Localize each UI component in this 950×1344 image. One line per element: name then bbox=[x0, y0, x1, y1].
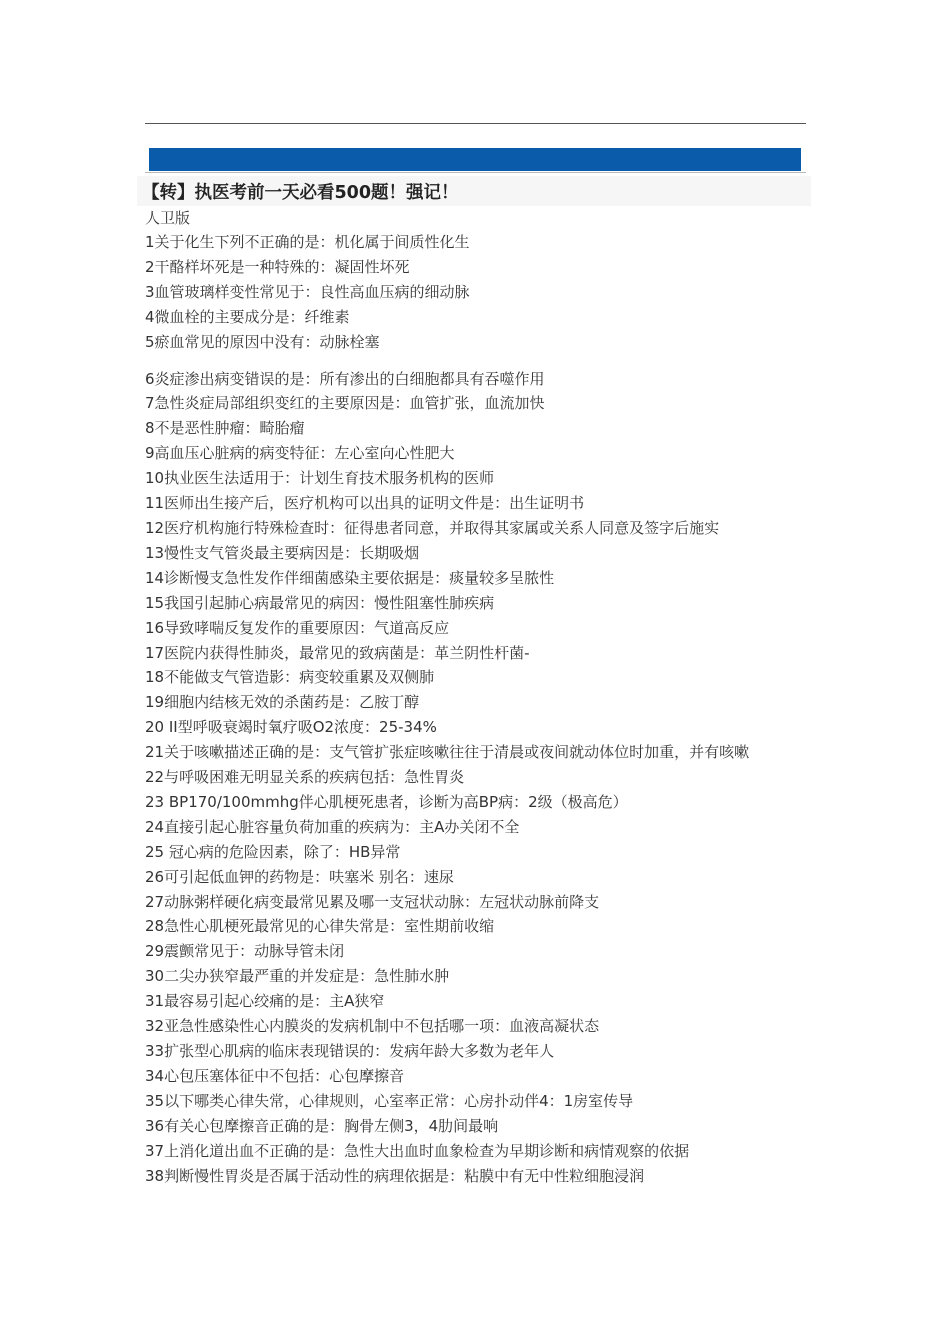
question-list bbox=[145, 230, 807, 1188]
question-item: 12医疗机构施行特殊检查时：征得患者同意，并取得其家属或关系人同意及签字后施实 bbox=[145, 518, 720, 537]
edition-label: 人卫版 bbox=[145, 209, 191, 227]
question-item: 26可引起低血钾的药物是：呋塞米 别名：速尿 bbox=[145, 867, 454, 886]
article-body bbox=[145, 206, 807, 1188]
header-banner bbox=[149, 148, 801, 171]
question-item: 13慢性支气管炎最主要病因是：长期吸烟 bbox=[145, 543, 420, 562]
question-item: 10执业医生法适用于：计划生育技术服务机构的医师 bbox=[145, 469, 495, 488]
question-item: 35以下哪类心律失常，心律规则，心室率正常：心房扑动伴4：1房室传导 bbox=[145, 1091, 634, 1110]
question-item: 32亚急性感染性心内膜炎的发病机制中不包括哪一项：血液高凝状态 bbox=[145, 1017, 600, 1036]
question-item: 7急性炎症局部组织变红的主要原因是：血管扩张，血流加快 bbox=[145, 394, 545, 413]
question-item: 1关于化生下列不正确的是：机化属于间质性化生 bbox=[145, 233, 470, 251]
question-item: 19细胞内结核无效的杀菌药是：乙胺丁醇 bbox=[145, 693, 420, 712]
article-title: 【转】执医考前一天必看500题！强记！ bbox=[137, 176, 811, 206]
question-item: 17医院内获得性肺炎，最常见的致病菌是：革兰阴性杆菌- bbox=[145, 643, 530, 662]
question-item: 34心包压塞体征中不包括：心包摩擦音 bbox=[145, 1066, 405, 1085]
question-item: 5瘀血常见的原因中没有：动脉栓塞 bbox=[145, 332, 380, 351]
top-rule bbox=[145, 123, 806, 124]
question-item: 31最容易引起心绞痛的是：主A狭窄 bbox=[145, 992, 385, 1011]
question-item: 23 BP170/100mmhg伴心肌梗死患者，诊断为高BP病：2级（极高危） bbox=[145, 792, 628, 811]
question-item: 25 冠心病的危险因素，除了：HB异常 bbox=[145, 842, 401, 861]
question-item: 33扩张型心肌病的临床表现错误的：发病年龄大多数为老年人 bbox=[145, 1042, 555, 1060]
question-item: 8不是恶性肿瘤：畸胎瘤 bbox=[145, 419, 305, 438]
question-item: 21关于咳嗽描述正确的是：支气管扩张症咳嗽往往于清晨或夜间就动体位时加重，并有咳嗽 bbox=[145, 743, 750, 762]
question-item: 9高血压心脏病的病变特征：左心室向心性肥大 bbox=[145, 444, 455, 463]
question-item: 14诊断慢支急性发作伴细菌感染主要依据是：痰量较多呈脓性 bbox=[145, 568, 555, 587]
question-item: 4微血栓的主要成分是：纤维素 bbox=[145, 307, 350, 326]
question-item: 15我国引起肺心病最常见的病因：慢性阻塞性肺疾病 bbox=[145, 593, 495, 612]
question-item: 37上消化道出血不正确的是：急性大出血时血象检查为早期诊断和病情观察的依据 bbox=[145, 1141, 690, 1160]
question-item: 11医师出生接产后，医疗机构可以出具的证明文件是：出生证明书 bbox=[145, 494, 585, 513]
question-item: 16导致哮喘反复发作的重要原因：气道高反应 bbox=[145, 618, 450, 637]
question-item: 3血管玻璃样变性常见于：良性高血压病的细动脉 bbox=[145, 282, 470, 301]
question-item: 29震颤常见于：动脉导管未闭 bbox=[145, 942, 345, 961]
question-item: 18不能做支气管造影：病变较重累及双侧肺 bbox=[145, 668, 435, 687]
question-item: 30二尖办狭窄最严重的并发症是：急性肺水肿 bbox=[145, 967, 450, 986]
banner-divider bbox=[145, 172, 806, 173]
question-item: 27动脉粥样硬化病变最常见累及哪一支冠状动脉：左冠状动脉前降支 bbox=[145, 892, 600, 911]
question-item: 6炎症渗出病变错误的是：所有渗出的白细胞都具有吞噬作用 bbox=[145, 369, 545, 388]
question-item: 24直接引起心脏容量负荷加重的疾病为：主A办关闭不全 bbox=[145, 817, 520, 836]
question-item: 22与呼吸困难无明显关系的疾病包括：急性胃炎 bbox=[145, 768, 465, 787]
question-item: 28急性心肌梗死最常见的心律失常是：室性期前收缩 bbox=[145, 917, 495, 936]
question-item: 38判断慢性胃炎是否属于活动性的病理依据是：粘膜中有无中性粒细胞浸润 bbox=[145, 1166, 645, 1185]
question-item: 2干酪样坏死是一种特殊的：凝固性坏死 bbox=[145, 257, 410, 276]
question-item: 36有关心包摩擦音正确的是：胸骨左侧3，4肋间最响 bbox=[145, 1116, 499, 1135]
question-item: 20 II型呼吸衰竭时氧疗吸O2浓度：25-34% bbox=[145, 718, 437, 737]
